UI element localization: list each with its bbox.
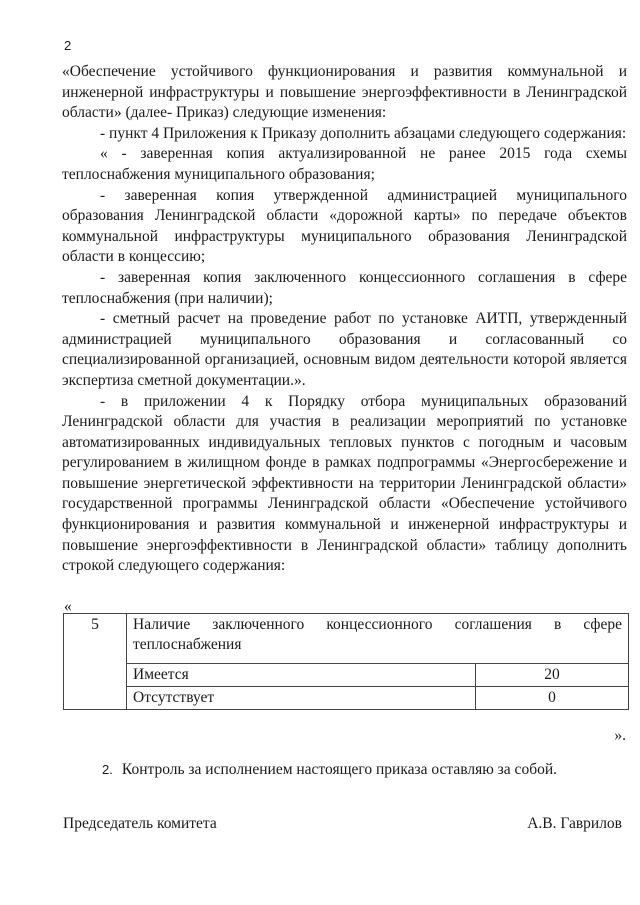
paragraph-estimate: - сметный расчет на проведение работ по установке АИТП, утвержденный администрацией муниципального образования и согласованный со специализированной организацией, основным видом деятельности которой является экспертиза сметной документации.». — [62, 310, 627, 389]
option-score: 0 — [476, 687, 629, 710]
paragraph-concession-copy: - заверенная копия заключенного концессионного соглашения в сфере теплоснабжения (при наличии); — [62, 268, 627, 307]
order-body — [62, 62, 627, 577]
signatory-title: Председатель комитета — [63, 815, 217, 832]
point-2 — [102, 761, 557, 779]
signatory-name: А.В. Гаврилов — [527, 815, 622, 832]
table-close-quote: ». — [614, 727, 626, 744]
paragraph-heat-scheme: « - заверенная копия актуализированной не ранее 2015 года схемы теплоснабжения муниципального образования; — [62, 145, 627, 183]
paragraph-program-title: «Обеспечение устойчивого функционирования и развития коммунальной и инженерной инфраструктуры и повышение энергоэффективности в Ленинградской области» (далее- Приказ) следующие изменения: — [62, 63, 627, 122]
point-2-number: 2. — [102, 762, 113, 777]
point-2-text: Контроль за исполнением настоящего приказа оставляю за собой. — [121, 761, 557, 778]
criteria-table — [63, 613, 629, 710]
criterion-text: Наличие заключенного концессионного соглашения в сфере теплоснабжения — [127, 614, 629, 664]
table-open-quote: « — [64, 598, 72, 615]
table-row — [64, 614, 629, 664]
table-row — [64, 687, 629, 710]
page-number: 2 — [64, 38, 72, 53]
option-label: Отсутствует — [127, 687, 476, 710]
table-row — [64, 664, 629, 687]
paragraph-item-4: - пункт 4 Приложения к Приказу дополнить абзацами следующего содержания: — [100, 124, 627, 142]
option-label: Имеется — [127, 664, 476, 687]
paragraph-appendix-4: - в приложении 4 к Порядку отбора муниципальных образований Ленинградской области для участия в реализации мероприятий по установке автоматизированных индивидуальных тепловых пунктов с погодным и часовым регулированием в жилищном фонде в рамках подпрограммы «Энергосбережение и повышение энергетической эффективности на территории Ленинградской области» государственной программы Ленинградской области «Обеспечение устойчивого функционирования и развития коммунальной и инженерной инфраструктуры и повышение энергоэффективности в Ленинградской области» таблицу дополнить строкой следующего содержания: — [62, 392, 627, 575]
option-score: 20 — [476, 664, 629, 687]
criterion-number: 5 — [64, 614, 127, 710]
paragraph-roadmap: - заверенная копия утвержденной администрацией муниципального образования Ленинградской области «дорожной карты» по передаче объектов коммунальной инфраструктуры муниципального образования Ленинградской области в концессию; — [62, 186, 627, 266]
